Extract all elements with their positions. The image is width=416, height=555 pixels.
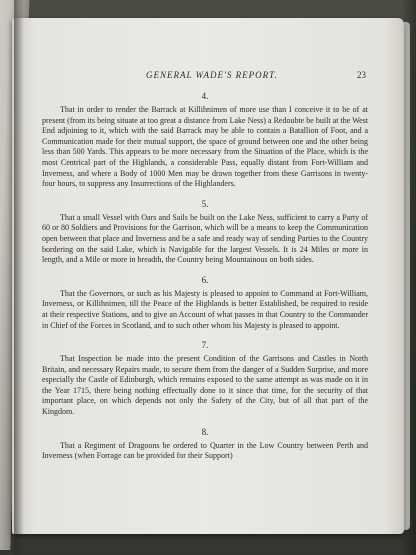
section-4 [42, 91, 368, 190]
page-header [12, 70, 404, 84]
section-number: 6. [201, 274, 209, 285]
section-7 [42, 340, 368, 418]
section-5 [42, 199, 368, 266]
right-shadow [402, 0, 416, 555]
section-8 [42, 427, 368, 462]
section-text: That a Regiment of Dragoons be ordered to Quarter in the Low Country between Perth and Inverness (when Forrage can be provided for their Support) [42, 440, 368, 461]
section-6 [42, 275, 368, 331]
section-text: That Inspection be made into the present Condition of the Garrisons and Castles in North Britain, and necessary Repairs made, to secure them from the danger of a Sudden Surprise, and more especially the Castle of Edinburgh, which remains exposed to the same attempt as was made on it in the Year 1715, there being nothing effectually done to it since that time, for the security of that important place, on which depends not only the Safety of the City, but of all that part of the Kingdom. [42, 354, 368, 417]
running-head: GENERAL WADE'S REPORT. [146, 70, 278, 80]
book-gutter-shadow [14, 0, 24, 555]
page-body [42, 88, 368, 471]
section-number: 8. [201, 426, 209, 437]
section-number: 4. [201, 91, 209, 101]
section-number: 7. [201, 340, 209, 351]
section-number: 5. [201, 198, 209, 209]
section-text: That the Governors, or such as his Majesty is pleased to appoint to Command at Fort-William, Inverness, or Killihnimen, till the Peace of the Highlands is better Established, be required to reside at their respective Stations, and to give an Account of what passes in that Country to the Commander in Chief of the Forces in Scotland, and to such other whom his Majesty is pleased to appoint. [42, 288, 368, 330]
section-text: That in order to render the Barrack at Killihnimen of more use than I conceive it to be of at present (from its being situate at too great a distance from Lake Ness) a Redoubte be built at the West End adjoining to it, which with the said Barrack may be able to contain a Batallion of Foot, and a Communication made for their mutual support, the space of ground between one and the other being less than 500 Yards. This appears to be more necessary from the Situation of the Place, which is the most Centrical part of the Highlands, a considerable Pass, equally distant from Fort-William and Inverness, and where a Body of 1000 Men may be drawn together from these Garrisons in twenty-four hours, to suppress any Insurrections of the Highlanders. [42, 105, 368, 189]
section-text: That a small Vessel with Oars and Sails be built on the Lake Ness, sufficient to carry a Party of 60 or 80 Soldiers and Provisions for the Garrison, which will be a means to keep the Communication open between that place and Inverness and be a safe and ready way of sending Parties to the Country bordering on the said Lake, which is Navigable for the largest Vessels. It is 24 Miles or more in length, and a Mile or more in breadth, the Country being Mountainous on both sides. [42, 212, 368, 265]
book-page [12, 18, 404, 534]
page-number: 23 [357, 70, 366, 80]
